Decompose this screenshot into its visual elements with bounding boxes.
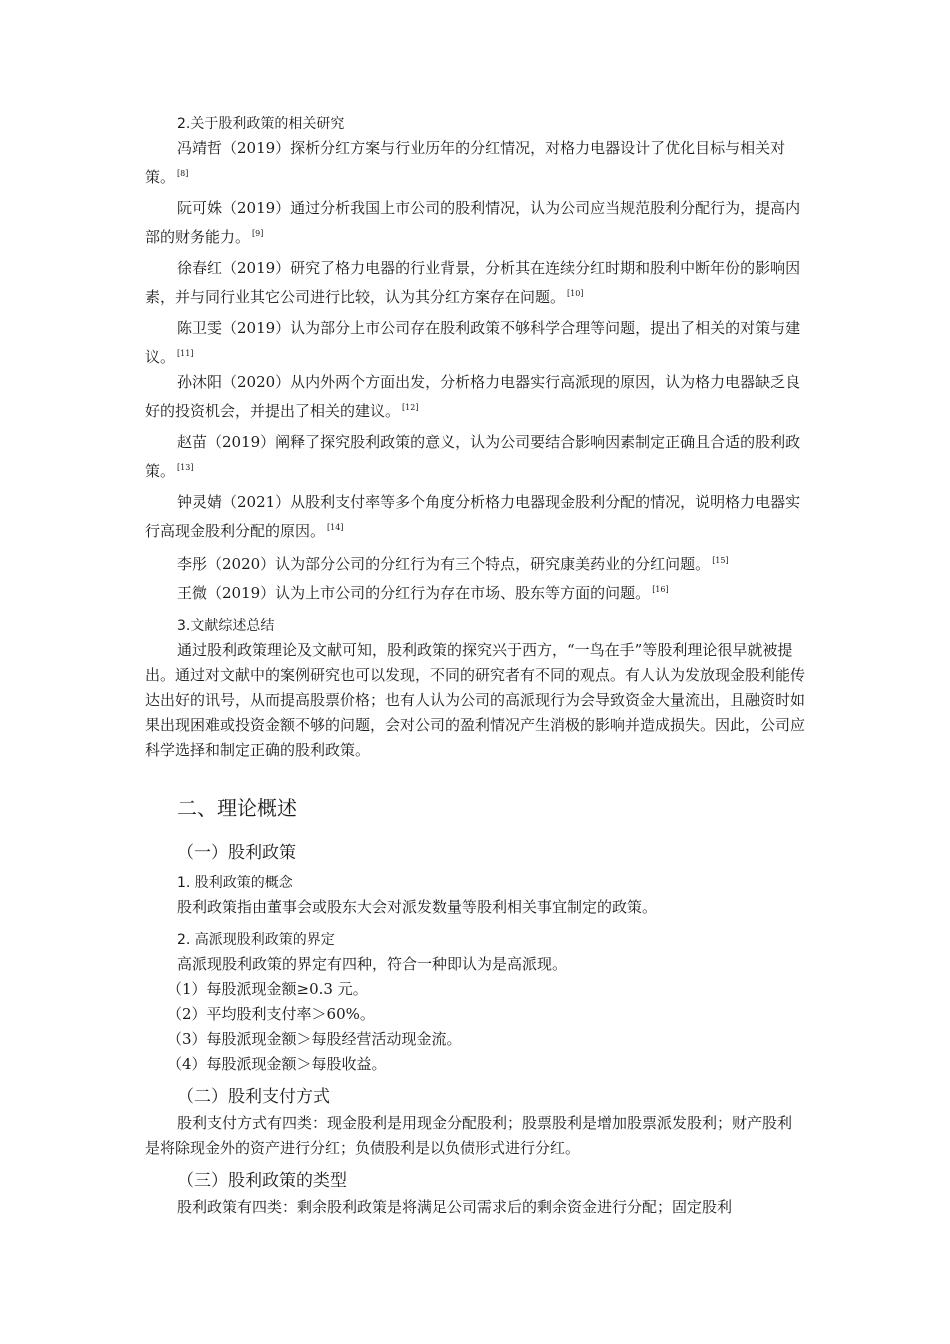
criteria-item: （4）每股派现金额＞每股收益。 bbox=[167, 1055, 387, 1073]
ref-text: 钟灵婧（2021）从股利支付率等多个角度分析格力电器现金股利分配的情况，说明格力电器实行高现金股利分配的原因。 bbox=[145, 493, 801, 540]
section-2-title: 2.关于股利政策的相关研究 bbox=[177, 116, 345, 132]
citation-mark: [15] bbox=[712, 556, 729, 565]
criteria-item: （3）每股派现金额＞每股经营活动现金流。 bbox=[167, 1030, 462, 1048]
subsection-1-title: （一）股利政策 bbox=[177, 843, 296, 863]
ref-text: 赵苗（2019）阐释了探究股利政策的意义，认为公司要结合影响因素制定正确且合适的股利政策。 bbox=[145, 433, 801, 480]
subsection-1-2-title: 2. 高派现股利政策的界定 bbox=[177, 932, 335, 948]
ref-paragraph-14 bbox=[145, 490, 805, 544]
ref-paragraph-12 bbox=[145, 370, 805, 424]
criteria-item: （2）平均股利支付率＞60%。 bbox=[167, 1005, 375, 1023]
subsection-1-1-title: 1. 股利政策的概念 bbox=[177, 875, 293, 891]
subsection-3-title: （三）股利政策的类型 bbox=[177, 1171, 347, 1191]
ref-text: 阮可姝（2019）通过分析我国上市公司的股利情况，认为公司应当规范股利分配行为，提高内部的财务能力。 bbox=[145, 199, 801, 246]
ref-paragraph-15 bbox=[145, 548, 805, 577]
ref-text: 孙沐阳（2020）从内外两个方面出发，分析格力电器实行高派现的原因，认为格力电器缺乏良好的投资机会，并提出了相关的建议。 bbox=[145, 373, 801, 420]
section-3-body: 通过股利政策理论及文献可知，股利政策的探究兴于西方，“一鸟在手”等股利理论很早就被提出。通过对文献中的案例研究也可以发现，不同的研究者有不同的观点。有人认为发放现金股利能传达出好的讯号，从而提高股票价格；也有人认为公司的高派现行为会导致资金大量流出，且融资时如果出现困难或投资金额不够的问题，会对公司的盈利情况产生消极的影响并造成损失。因此，公司应科学选择和制定正确的股利政策。 bbox=[145, 641, 806, 759]
subsection-1-2-body: 高派现股利政策的界定有四种，符合一种即认为是高派现。 bbox=[177, 955, 568, 973]
citation-mark: [8] bbox=[177, 169, 189, 178]
ref-text: 李彤（2020）认为部分公司的分红行为有三个特点，研究康美药业的分红问题。 bbox=[177, 555, 711, 573]
citation-mark: [14] bbox=[327, 523, 344, 532]
ref-paragraph-9 bbox=[145, 196, 805, 250]
ref-paragraph-10 bbox=[145, 256, 805, 310]
citation-mark: [9] bbox=[252, 229, 264, 238]
citation-mark: [16] bbox=[652, 585, 669, 594]
subsection-1-1-body: 股利政策指由董事会或股东大会对派发数量等股利相关事宜制定的政策。 bbox=[177, 898, 658, 916]
criteria-item: （1）每股派现金额≥0.3 元。 bbox=[167, 980, 368, 998]
citation-mark: [12] bbox=[402, 403, 419, 412]
ref-paragraph-16 bbox=[145, 577, 805, 606]
citation-mark: [10] bbox=[567, 289, 584, 298]
subsection-2-body: 股利支付方式有四类：现金股利是用现金分配股利；股票股利是增加股票派发股利；财产股利是将除现金外的资产进行分红；负债股利是以负债形式进行分红。 bbox=[145, 1114, 793, 1157]
ref-text: 陈卫雯（2019）认为部分上市公司存在股利政策不够科学合理等问题，提出了相关的对策与建议。 bbox=[145, 319, 801, 366]
chapter-2-title: 二、理论概述 bbox=[177, 796, 297, 820]
citation-mark: [11] bbox=[177, 349, 194, 358]
ref-text: 王微（2019）认为上市公司的分红行为存在市场、股东等方面的问题。 bbox=[177, 584, 651, 602]
section-3-title: 3.文献综述总结 bbox=[177, 618, 275, 634]
ref-text: 徐春红（2019）研究了格力电器的行业背景，分析其在连续分红时期和股利中断年份的影响因素，并与同行业其它公司进行比较，认为其分红方案存在问题。 bbox=[145, 259, 801, 306]
ref-text: 冯靖哲（2019）探析分红方案与行业历年的分红情况，对格力电器设计了优化目标与相关对策。 bbox=[145, 139, 786, 186]
citation-mark: [13] bbox=[177, 463, 194, 472]
ref-paragraph-13 bbox=[145, 430, 805, 484]
ref-paragraph-11 bbox=[145, 316, 805, 370]
subsection-2-title: （二）股利支付方式 bbox=[177, 1087, 330, 1107]
subsection-3-body: 股利政策有四类：剩余股利政策是将满足公司需求后的剩余资金进行分配；固定股利 bbox=[177, 1198, 733, 1216]
page-content bbox=[145, 112, 805, 1220]
ref-paragraph-8 bbox=[145, 136, 805, 190]
